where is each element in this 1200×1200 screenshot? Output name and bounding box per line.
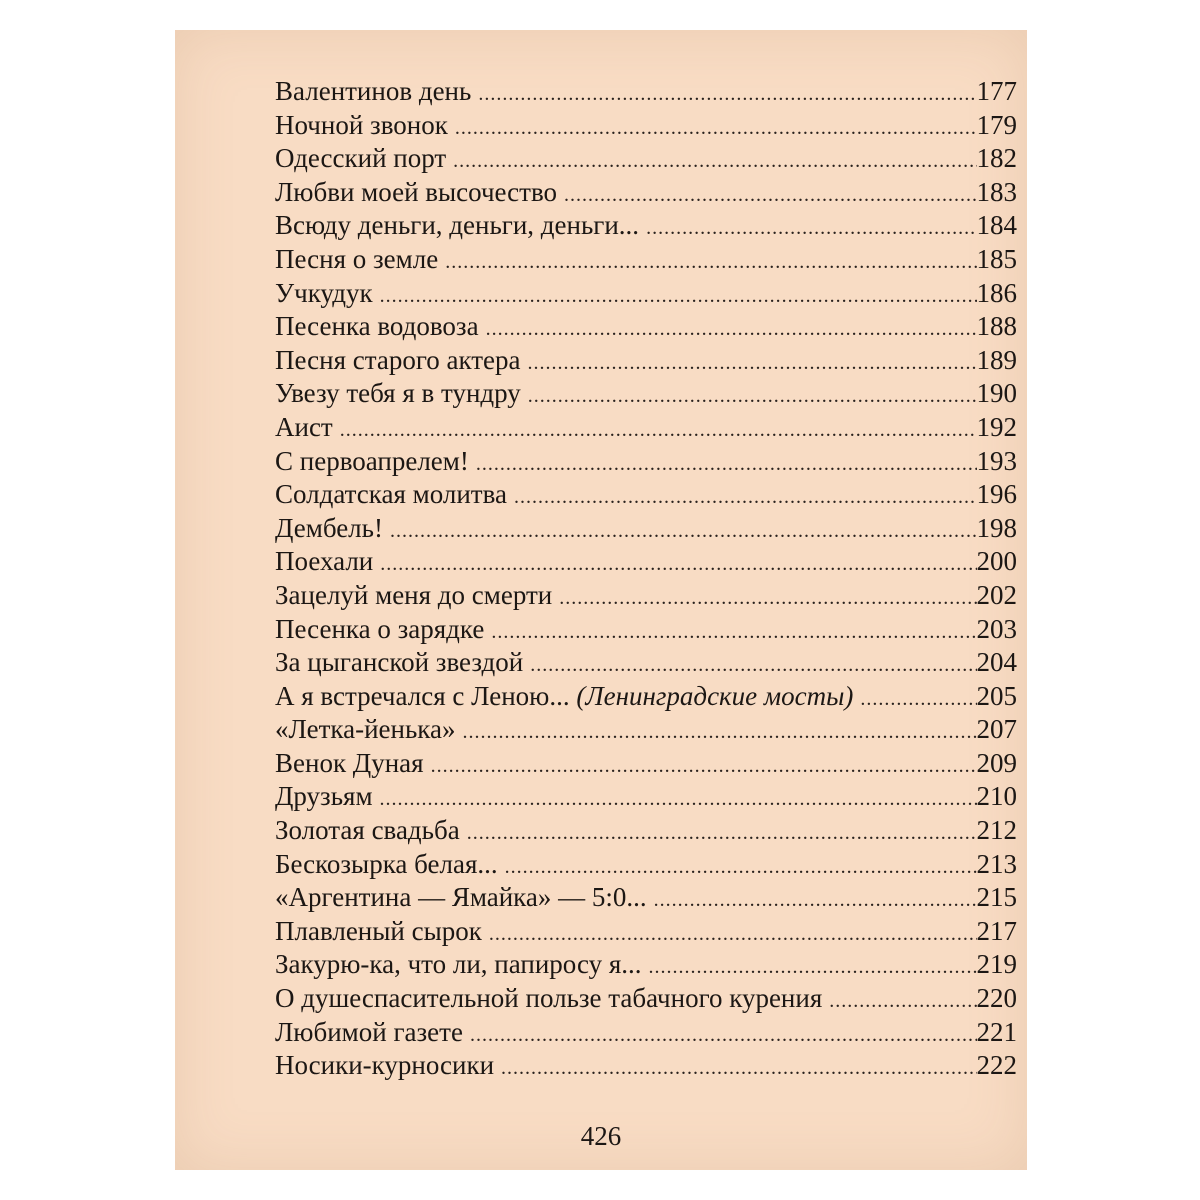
- dot-leader: [502, 851, 977, 885]
- toc-entry-page: 192: [976, 411, 1017, 442]
- toc-entry-page: 177: [976, 76, 1017, 106]
- toc-entry-page: 184: [976, 210, 1017, 241]
- toc-entry: [275, 310, 1017, 344]
- toc-entry-title: Носики-курносики: [275, 1050, 495, 1081]
- toc-entry-title: За цыганской звездой: [275, 647, 524, 678]
- dot-leader: [459, 716, 976, 750]
- toc-entry-title: Аист: [275, 411, 333, 442]
- toc-entry-title: Любви моей высочество: [275, 176, 558, 207]
- toc-entry: [275, 545, 1017, 579]
- toc-entry-title: «Аргентина — Ямайка» — 5:0...: [275, 882, 647, 913]
- toc-entry-title: Песенка о зарядке: [275, 613, 485, 644]
- dot-leader: [646, 951, 977, 985]
- toc-entry-title: Одесский порт: [275, 143, 447, 174]
- toc-entry-page: 204: [976, 647, 1017, 678]
- toc-entry-page: 207: [976, 714, 1017, 745]
- toc-entry-page: 203: [976, 613, 1017, 644]
- toc-entry-title: Поехали: [275, 546, 374, 577]
- toc-entry-title: Плавленый сырок: [275, 915, 482, 946]
- toc-entry-title: Любимой газете: [275, 1016, 463, 1047]
- dot-leader: [467, 1019, 977, 1053]
- toc-entry-title: Учкудук: [275, 277, 373, 308]
- toc-entry-page: 190: [976, 378, 1017, 409]
- toc-entry: [275, 377, 1017, 411]
- toc-entry: [275, 411, 1017, 445]
- toc-entry-title: О душеспасительной пользе табачного курения: [275, 983, 823, 1014]
- dot-leader: [486, 918, 977, 952]
- toc-entry: [275, 646, 1017, 680]
- toc-entry: [275, 109, 1017, 143]
- dot-leader: [488, 616, 976, 650]
- toc-entry: [275, 1016, 1017, 1050]
- dot-leader: [473, 448, 977, 482]
- toc-entry-title: Песенка водовоза: [275, 311, 479, 342]
- toc-entry: [275, 1049, 1017, 1083]
- dot-leader: [561, 179, 976, 213]
- dot-leader: [826, 985, 976, 1019]
- dot-leader: [377, 548, 976, 582]
- dot-leader: [377, 280, 977, 314]
- dot-leader: [452, 112, 977, 146]
- toc-entry-title: «Летка-йенька»: [275, 714, 456, 745]
- toc-entry-page: 222: [976, 1050, 1017, 1081]
- toc-entry-page: 209: [976, 747, 1017, 778]
- toc-entry: [275, 680, 1017, 714]
- toc-entry-page: 196: [976, 479, 1017, 510]
- toc-entry-page: 210: [976, 781, 1017, 812]
- toc-entry: [275, 814, 1017, 848]
- toc-entry: [275, 344, 1017, 378]
- toc-entry: [275, 713, 1017, 747]
- table-of-contents: [275, 75, 1017, 1083]
- dot-leader: [428, 750, 977, 784]
- toc-entry-title: Закурю-ка, что ли, папиросу я...: [275, 949, 642, 980]
- toc-entry-title: Песня о земле: [275, 243, 439, 274]
- toc-entry-title: Песня старого актера: [275, 344, 521, 375]
- toc-entry-title: Увезу тебя я в тундру: [275, 378, 521, 409]
- toc-entry-page: 200: [976, 546, 1017, 577]
- toc-entry-title: Солдатская молитва: [275, 479, 507, 510]
- toc-entry: [275, 209, 1017, 243]
- dot-leader: [464, 817, 977, 851]
- toc-entry-title: Всюду деньги, деньги, деньги...: [275, 210, 640, 241]
- toc-entry-page: 215: [976, 882, 1017, 913]
- toc-entry-page: 186: [976, 277, 1017, 308]
- dot-leader: [651, 884, 977, 918]
- toc-entry-page: 205: [976, 680, 1017, 711]
- toc-entry: [275, 512, 1017, 546]
- toc-entry-title: Золотая свадьба: [275, 815, 460, 846]
- toc-entry: [275, 142, 1017, 176]
- toc-entry: [275, 75, 1017, 109]
- dot-leader: [556, 582, 976, 616]
- dot-leader: [377, 783, 977, 817]
- dot-leader: [643, 212, 976, 246]
- toc-entry-page: 219: [976, 949, 1017, 980]
- dot-leader: [525, 347, 977, 381]
- toc-entry-page: 183: [976, 176, 1017, 207]
- dot-leader: [475, 78, 976, 112]
- toc-entry: [275, 747, 1017, 781]
- toc-entry-title-main: А я встречался с Леною...: [275, 680, 570, 711]
- toc-entry-title: Друзьям: [275, 781, 373, 812]
- toc-entry: [275, 982, 1017, 1016]
- toc-entry-page: 188: [976, 311, 1017, 342]
- toc-entry: [275, 613, 1017, 647]
- toc-entry-page: 221: [976, 1016, 1017, 1047]
- toc-entry: [275, 780, 1017, 814]
- dot-leader: [387, 515, 977, 549]
- toc-entry-page: 220: [976, 983, 1017, 1014]
- toc-entry: [275, 445, 1017, 479]
- dot-leader: [511, 481, 977, 515]
- toc-entry-page: 179: [976, 109, 1017, 140]
- toc-entry: [275, 948, 1017, 982]
- toc-entry-title: Дембель!: [275, 512, 383, 543]
- toc-entry: [275, 915, 1017, 949]
- toc-entry-page: 217: [976, 915, 1017, 946]
- toc-entry: [275, 881, 1017, 915]
- toc-entry-title: С первоапрелем!: [275, 445, 469, 476]
- book-page: [175, 30, 1027, 1170]
- toc-entry-title: Зацелуй меня до смерти: [275, 579, 553, 610]
- dot-leader: [498, 1052, 976, 1086]
- toc-entry-subtitle: (Ленинградские мосты): [576, 680, 854, 711]
- dot-leader: [483, 313, 977, 347]
- toc-entry-title: Венок Дуная: [275, 747, 424, 778]
- toc-entry-title: Валентинов день: [275, 76, 472, 106]
- toc-entry-title: [275, 680, 857, 714]
- toc-entry: [275, 277, 1017, 311]
- toc-entry: [275, 579, 1017, 613]
- dot-leader: [337, 414, 977, 448]
- dot-leader: [525, 380, 977, 414]
- dot-leader: [527, 649, 976, 683]
- page-number: 426: [580, 1121, 622, 1151]
- toc-entry-page: 189: [976, 344, 1017, 375]
- toc-entry: [275, 176, 1017, 210]
- dot-leader: [857, 683, 976, 717]
- toc-entry-page: 202: [976, 579, 1017, 610]
- toc-entry-page: 193: [976, 445, 1017, 476]
- toc-entry-page: 185: [976, 243, 1017, 274]
- dot-leader: [442, 246, 976, 280]
- toc-entry: [275, 478, 1017, 512]
- toc-entry-page: 182: [976, 143, 1017, 174]
- toc-entry: [275, 848, 1017, 882]
- toc-entry-page: 213: [976, 848, 1017, 879]
- dot-leader: [450, 145, 976, 179]
- toc-entry-title: Ночной звонок: [275, 109, 448, 140]
- toc-entry-page: 212: [976, 815, 1017, 846]
- toc-entry: [275, 243, 1017, 277]
- toc-entry-title: Бескозырка белая...: [275, 848, 498, 879]
- toc-entry-page: 198: [976, 512, 1017, 543]
